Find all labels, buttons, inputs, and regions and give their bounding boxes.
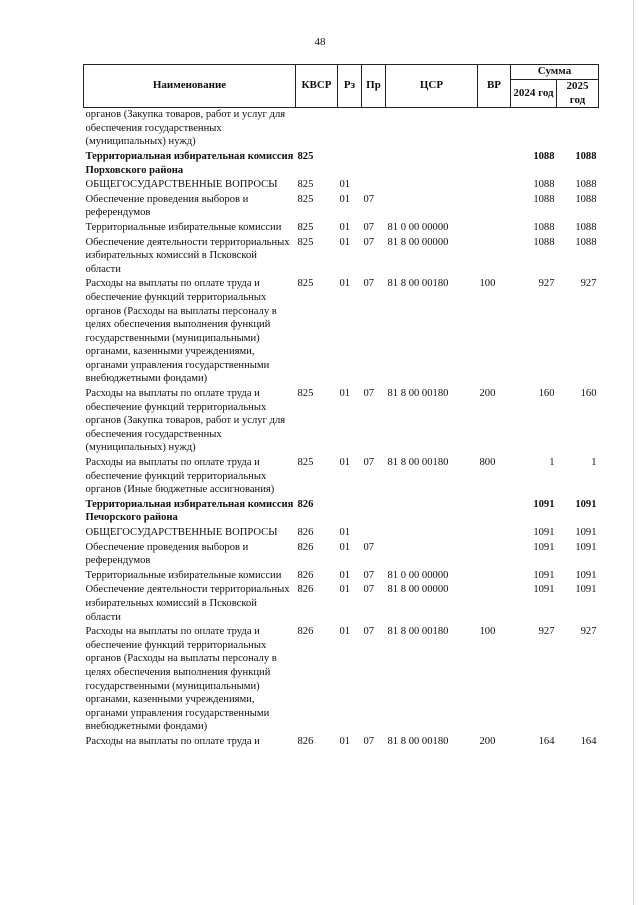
cell-csr: 81 8 00 00180 [387,626,449,638]
cell-sum-2024: 1088 [533,150,555,162]
cell-vr: 200 [479,388,496,400]
cell-csr [386,540,478,568]
cell-kvsr: 826 [297,626,314,638]
cell-name: органов (Закупка товаров, работ и услуг для обеспечения государственных (муниципальных) нужд) [85,109,286,148]
cell-kvsr: 825 [297,457,314,469]
table-row [84,149,599,177]
cell-csr: 81 8 00 00000 [387,236,449,248]
cell-name: Территориальная избирательная комиссия Печорского района [85,498,294,524]
table-row [84,734,599,749]
cell-csr [386,149,478,177]
cell-sum-2025: 1088 [575,193,597,205]
cell-name: Расходы на выплаты по оплате труда и обеспечение функций территориальных органов (Расходы на выплаты персоналу в целях обеспечения выполнения функций государственными (муниципальными) органами, казенными учреждениями, органами управления государственными внебюджетными фондами) [85,278,277,385]
cell-sum-2025: 1 [591,457,597,469]
cell-name: Обеспечение деятельности территориальных избирательных комиссий в Псковской области [85,236,290,275]
cell-name: Расходы на выплаты по оплате труда и обеспечение функций территориальных органов (Расходы на выплаты персоналу в целях обеспечения выполнения функций государственными (муниципальными) органами, казенными учреждениями, органами управления государственными внебюджетными фондами) [85,626,277,733]
cell-kvsr: 825 [297,221,314,233]
cell-vr: 800 [479,457,496,469]
table-row [84,386,599,455]
cell-rz: 01 [339,626,351,638]
cell-pr: 07 [363,278,375,290]
cell-vr [478,220,511,235]
cell-name: Территориальная избирательная комиссия Порховского района [85,150,294,176]
cell-name: Территориальные избирательные комиссии [85,221,282,233]
cell-kvsr: 825 [297,193,314,205]
cell-pr: 07 [363,735,375,747]
cell-sum-2025: 1088 [575,150,597,162]
cell-sum-2024: 1088 [533,236,555,248]
cell-rz: 01 [339,179,351,191]
cell-sum-2024: 1088 [533,179,555,191]
cell-vr: 100 [479,626,496,638]
cell-sum-2024: 927 [538,626,555,638]
cell-sum-2024: 1091 [533,569,555,581]
cell-sum-2024 [511,108,557,149]
cell-sum-2024: 160 [538,388,555,400]
cell-pr: 07 [363,626,375,638]
cell-vr [478,568,511,583]
cell-pr [362,525,386,540]
cell-vr [478,540,511,568]
cell-sum-2025: 1091 [575,584,597,596]
cell-vr [478,582,511,624]
cell-sum-2025: 1088 [575,179,597,191]
cell-csr: 81 0 00 00000 [387,569,449,581]
cell-rz: 01 [339,193,351,205]
header-sum: Сумма [511,65,599,80]
table-row [84,497,599,525]
table-body [84,108,599,749]
cell-sum-2024: 1 [549,457,555,469]
cell-sum-2025: 927 [580,278,597,290]
cell-rz [338,149,362,177]
header-year-2025: 2025 год [557,80,599,108]
cell-rz: 01 [339,584,351,596]
cell-vr: 100 [479,278,496,290]
cell-sum-2025: 1091 [575,527,597,538]
cell-csr: 81 0 00 00000 [387,221,449,233]
cell-pr [362,108,386,149]
page-number: 48 [314,36,326,48]
cell-sum-2025: 1088 [575,221,597,233]
cell-rz: 01 [339,278,351,290]
cell-vr [478,108,511,149]
cell-sum-2025: 927 [580,626,597,638]
cell-rz: 01 [339,388,351,400]
cell-sum-2025: 160 [580,388,597,400]
cell-pr: 07 [363,221,375,233]
cell-sum-2024: 1091 [533,527,555,538]
cell-kvsr [296,108,338,149]
cell-rz: 01 [339,236,351,248]
cell-sum-2024: 1088 [533,221,555,233]
cell-vr [478,192,511,220]
cell-rz: 01 [339,541,351,553]
cell-rz [338,497,362,525]
cell-name: ОБЩЕГОСУДАРСТВЕННЫЕ ВОПРОСЫ [85,179,278,191]
cell-sum-2024: 1091 [533,541,555,553]
cell-vr [478,235,511,277]
table-row [84,525,599,540]
cell-rz: 01 [339,457,351,469]
cell-rz: 01 [339,527,351,538]
cell-pr: 07 [363,541,375,553]
cell-name: Расходы на выплаты по оплате труда и обеспечение функций территориальных органов (Закупка товаров, работ и услуг для обеспечения государственных (муниципальных) нужд) [85,388,286,454]
cell-sum-2025: 1091 [575,569,597,581]
cell-sum-2025: 1091 [575,498,597,510]
cell-name: Расходы на выплаты по оплате труда и обеспечение функций территориальных органов (Иные бюджетные ассигнования) [85,457,275,496]
cell-name: Обеспечение деятельности территориальных избирательных комиссий в Псковской области [85,584,290,623]
cell-csr [386,108,478,149]
cell-vr [478,497,511,525]
cell-pr: 07 [363,236,375,248]
table-row [84,108,599,149]
header-rz: Рз [338,65,362,108]
scan-edge-divider [633,0,634,905]
cell-vr [478,177,511,192]
cell-rz: 01 [339,221,351,233]
table-row [84,540,599,568]
cell-sum-2024: 164 [538,735,555,747]
cell-name: Расходы на выплаты по оплате труда и [85,735,260,747]
cell-vr [478,149,511,177]
cell-rz: 01 [339,569,351,581]
cell-pr: 07 [363,584,375,596]
cell-vr: 200 [479,735,496,747]
table-row [84,276,599,386]
cell-csr: 81 8 00 00180 [387,735,449,747]
cell-kvsr: 826 [297,584,314,596]
table-row [84,582,599,624]
cell-name: Обеспечение проведения выборов и референдумов [85,541,249,567]
cell-csr: 81 8 00 00180 [387,388,449,400]
cell-kvsr: 826 [297,541,314,553]
budget-table [83,64,599,749]
cell-sum-2024: 1091 [533,498,555,510]
table-row [84,455,599,497]
cell-sum-2025: 1088 [575,236,597,248]
table-row [84,220,599,235]
cell-csr [386,192,478,220]
cell-csr [386,525,478,540]
cell-csr [386,177,478,192]
header-name: Наименование [84,65,296,108]
header-year-2024: 2024 год [511,80,557,108]
cell-rz: 01 [339,735,351,747]
cell-kvsr: 826 [297,569,314,581]
cell-csr: 81 8 00 00180 [387,457,449,469]
table-row [84,568,599,583]
cell-csr: 81 8 00 00000 [387,584,449,596]
cell-csr [386,497,478,525]
table-row [84,177,599,192]
cell-kvsr: 825 [297,150,314,162]
header-vr: ВР [478,65,511,108]
cell-pr [362,149,386,177]
cell-sum-2024: 1088 [533,193,555,205]
cell-kvsr: 825 [297,236,314,248]
header-kvsr: КВСР [296,65,338,108]
cell-sum-2025: 1091 [575,541,597,553]
table-row [84,624,599,734]
table-row [84,235,599,277]
cell-sum-2024: 1091 [533,584,555,596]
cell-kvsr: 826 [297,527,314,538]
cell-pr: 07 [363,457,375,469]
cell-pr: 07 [363,388,375,400]
cell-kvsr: 825 [297,179,314,191]
cell-sum-2024: 927 [538,278,555,290]
cell-kvsr: 825 [297,278,314,290]
cell-pr [362,497,386,525]
cell-csr: 81 8 00 00180 [387,278,449,290]
cell-sum-2025: 164 [580,735,597,747]
cell-rz [338,108,362,149]
header-csr: ЦСР [386,65,478,108]
cell-vr [478,525,511,540]
table-row [84,192,599,220]
cell-name: Территориальные избирательные комиссии [85,569,282,581]
cell-kvsr: 826 [297,735,314,747]
header-pr: Пр [362,65,386,108]
cell-sum-2025 [557,108,599,149]
cell-kvsr: 826 [297,498,314,510]
cell-pr [362,177,386,192]
cell-name: Обеспечение проведения выборов и референдумов [85,193,249,219]
cell-pr: 07 [363,569,375,581]
cell-kvsr: 825 [297,388,314,400]
cell-pr: 07 [363,193,375,205]
cell-name: ОБЩЕГОСУДАРСТВЕННЫЕ ВОПРОСЫ [85,527,278,538]
